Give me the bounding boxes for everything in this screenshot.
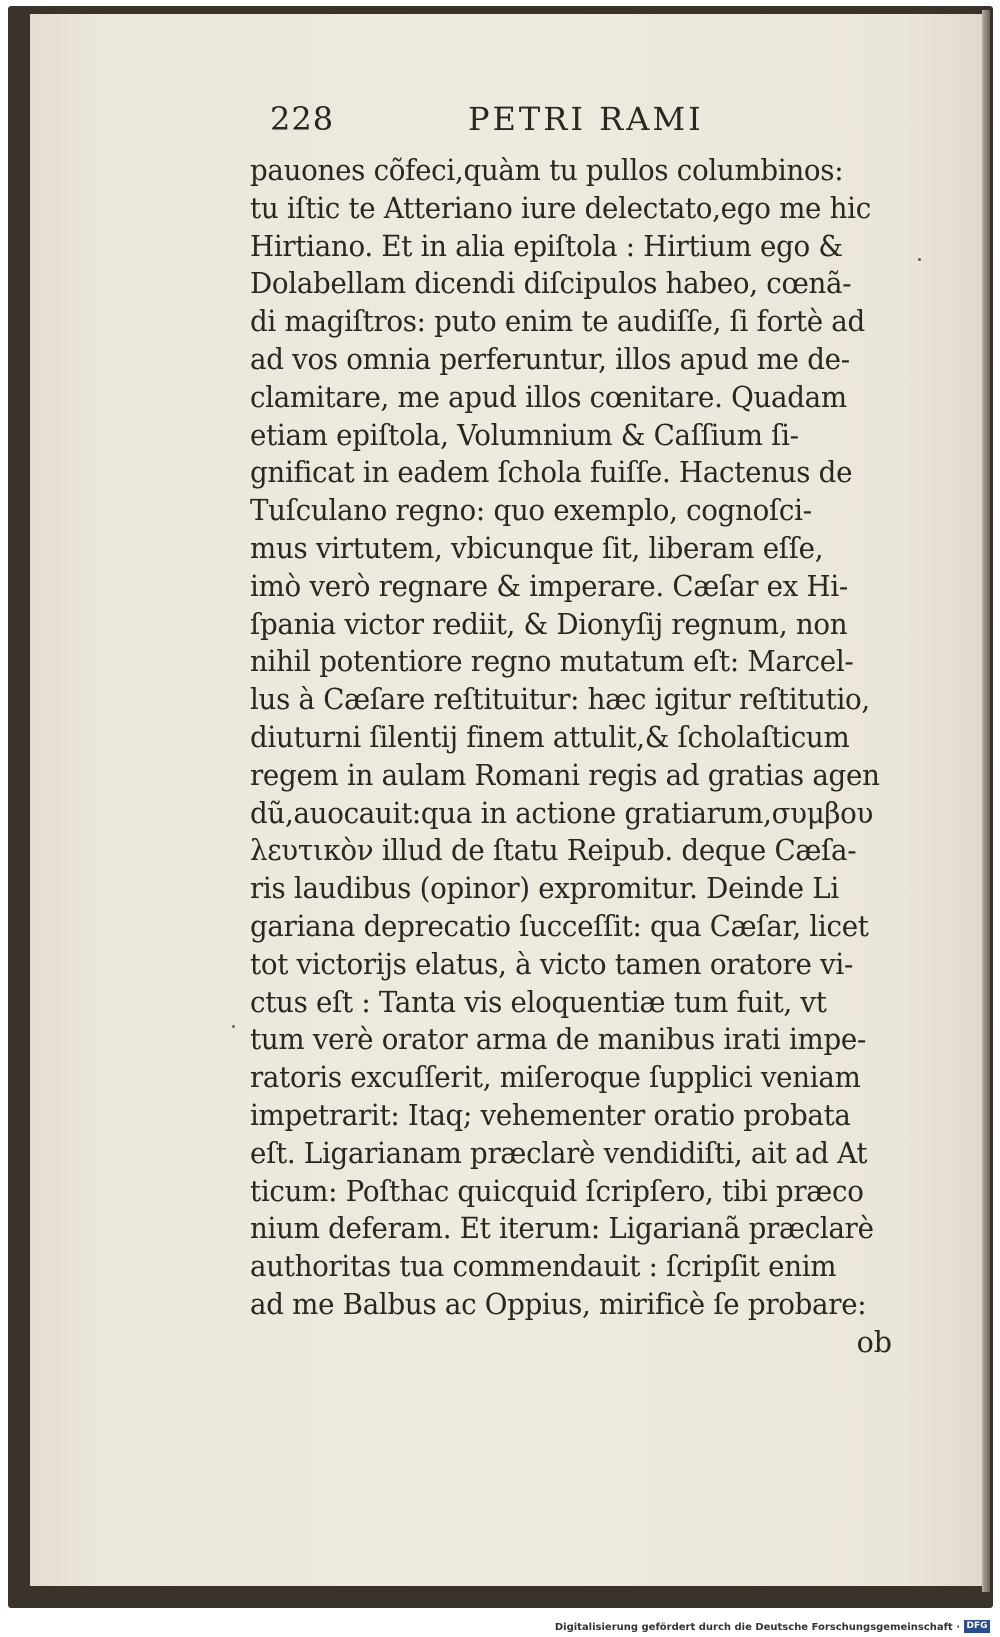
text-line: dũ,auocauit:qua in actione gratiarum,συμβου: [250, 796, 874, 830]
text-line: tum verè orator arma de manibus irati impe-: [250, 1023, 867, 1057]
text-line: ſpania victor rediit, & Dionyſij regnum, non: [250, 607, 848, 641]
text-line: ctus eſt : Tanta vis eloquentiæ tum fuit, vt: [250, 985, 827, 1019]
text-line: di magiſtros: puto enim te audiſſe, ſi fortè ad: [250, 305, 865, 339]
text-line: gnificat in eadem ſchola fuiſſe. Hactenus de: [250, 456, 853, 490]
text-line: regem in aulam Romani regis ad gratias agen: [250, 758, 880, 792]
paper-stain: [232, 1025, 235, 1028]
text-line: pauones cõfeci,quàm tu pullos columbinos:: [250, 154, 844, 187]
catchword-line: [250, 1324, 930, 1362]
text-line: gariana deprecatio ſucceſſit: qua Cæſar, licet: [250, 909, 869, 943]
text-line: tu iſtic te Atteriano iure delectato,ego me hic: [250, 191, 871, 225]
running-head: PETRI RAMI: [468, 100, 704, 138]
text-line: λευτικὸν illud de ſtatu Reipub. deque Cæſa-: [250, 834, 857, 868]
text-line: nium deferam. Et iterum: Ligarianã præclarè: [250, 1212, 874, 1246]
text-line: etiam epiſtola, Volumnium & Caſſium ſi-: [250, 418, 799, 452]
text-line: tot victorijs elatus, à victo tamen oratore vi-: [250, 947, 854, 981]
page-gutter-edge: [982, 10, 990, 1592]
text-line: ad vos omnia perferuntur, illos apud me de-: [250, 342, 850, 376]
text-line: ris laudibus (opinor) expromitur. Deinde Li: [250, 872, 839, 906]
text-line: mus virtutem, vbicunque ſit, liberam eſſe,: [250, 531, 824, 565]
page-header: [250, 100, 930, 152]
digitization-credit: Digitalisierung gefördert durch die Deutsche Forschungsgemeinschaft ·: [554, 1622, 960, 1633]
text-line: Dolabellam dicendi diſcipulos habeo, cœnã-: [250, 267, 852, 301]
text-line: impetrarit: Itaq; vehementer oratio probata: [250, 1098, 851, 1132]
text-line: ticum: Poſthac quicquid ſcripſero, tibi præco: [250, 1174, 864, 1208]
catchword: ob: [856, 1325, 892, 1359]
text-line: diuturni ſilentij finem attulit,& ſcholaſticum: [250, 720, 850, 754]
dfg-logo: DFG: [964, 1620, 990, 1633]
text-line: Tuſculano regno: quo exemplo, cognoſci-: [250, 494, 812, 528]
body-text: [250, 152, 930, 1324]
text-line: imò verò regnare & imperare. Cæſar ex Hi-: [250, 569, 848, 603]
text-line: clamitare, me apud illos cœnitare. Quadam: [250, 380, 847, 414]
text-line: ratoris excuſſerit, miſeroque ſupplici veniam: [250, 1061, 861, 1095]
printed-text-block: [250, 100, 930, 1362]
text-line: ad me Balbus ac Oppius, mirificè ſe probare:: [250, 1287, 867, 1321]
text-line: eſt. Ligarianam præclarè vendidiſti, ait ad At: [250, 1136, 868, 1170]
page-number: 228: [270, 100, 335, 138]
text-line: nihil potentiore regno mutatum eſt: Marcel-: [250, 645, 854, 679]
text-line: lus à Cæſare reſtituitur: hæc igitur reſtitutio,: [250, 683, 870, 717]
text-line: authoritas tua commendauit : ſcripſit enim: [250, 1250, 837, 1284]
text-line: Hirtiano. Et in alia epiſtola : Hirtium ego &: [250, 229, 843, 263]
